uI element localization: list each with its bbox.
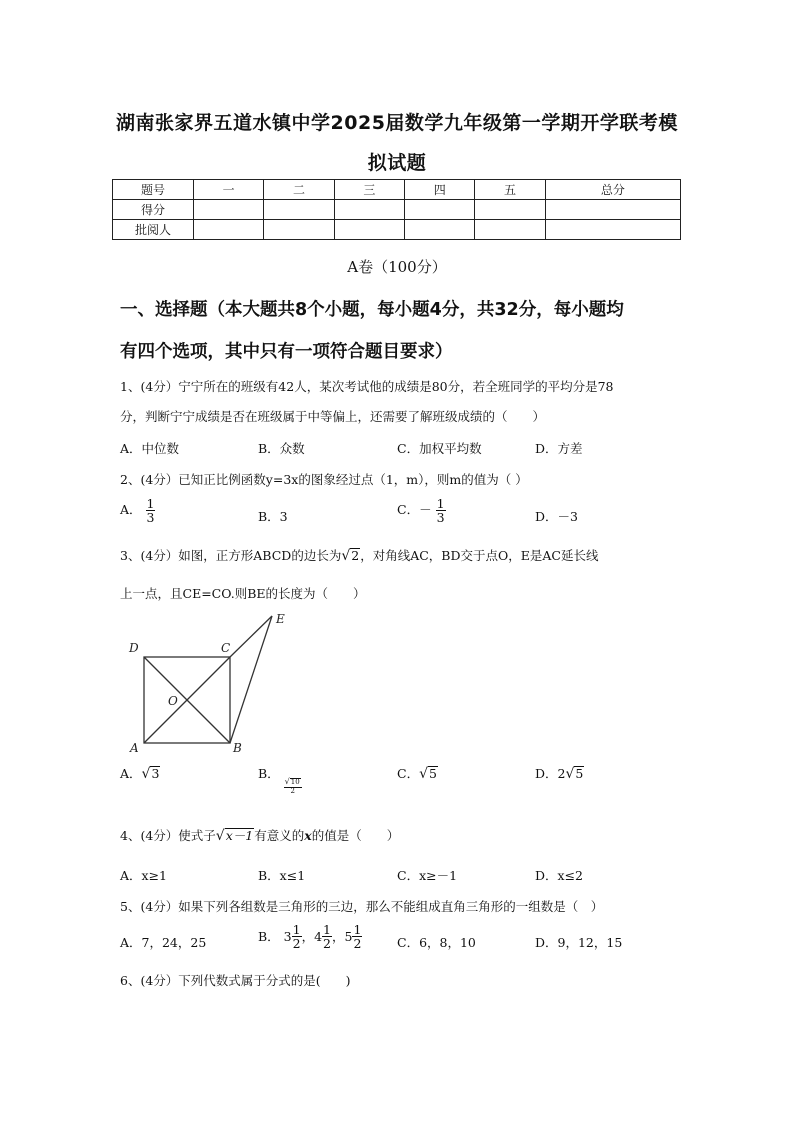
sqrt-expression: [285, 778, 301, 787]
question-4-option-a: A．x≥1: [120, 868, 168, 883]
option-label: D．: [535, 766, 558, 781]
label-d: D: [129, 641, 139, 655]
score-cell: [545, 220, 680, 240]
radicand: 3: [151, 766, 160, 782]
score-cell: [334, 220, 404, 240]
sqrt-expression: [341, 548, 360, 563]
score-cell: [194, 200, 264, 220]
radicand: 10: [290, 778, 300, 786]
option-label: C．: [397, 766, 420, 781]
radical-sign: √: [565, 766, 575, 782]
question-1-option-a: A．中位数: [120, 441, 180, 456]
question-3-option-c: [397, 764, 438, 782]
variable: x: [304, 828, 312, 843]
radical-sign: √: [284, 777, 290, 787]
radical-sign: √: [419, 766, 428, 782]
whole-part: 5: [344, 929, 353, 945]
stem-text: 有意义的: [254, 828, 305, 843]
label-o: O: [168, 694, 178, 708]
label-b: B: [233, 741, 242, 755]
score-cell: [405, 220, 475, 240]
option-label: B．: [258, 766, 280, 781]
stem-text: 4、(4分）使式子: [120, 828, 216, 843]
question-3-option-a: [120, 764, 160, 782]
sqrt-expression: [142, 766, 161, 781]
question-1-option-d: D．方差: [535, 441, 583, 456]
fraction-denominator: 2: [323, 936, 331, 952]
question-3-option-d: [535, 764, 584, 782]
coefficient: 2: [557, 766, 566, 781]
score-header-cell: 总分: [545, 180, 680, 200]
radical-sign: √: [215, 828, 225, 844]
segment-be: [230, 616, 272, 743]
stem-text: ，对角线AC，BD交于点O，E是AC延长线: [360, 548, 599, 563]
radicand: 2: [351, 548, 360, 564]
score-cell: [475, 220, 545, 240]
radicand: 5: [429, 766, 437, 782]
radicand: x－1: [225, 828, 254, 844]
fraction: [284, 778, 302, 795]
whole-part: 4: [314, 929, 323, 945]
fraction-numerator: 1: [436, 496, 445, 511]
question-2-option-d: D．－3: [535, 509, 578, 524]
fraction-denominator: 2: [292, 936, 301, 952]
mixed-number: [284, 923, 302, 950]
score-header-cell: 三: [334, 180, 404, 200]
score-table-header-row: [113, 180, 681, 200]
score-row-label: 批阅人: [113, 220, 194, 240]
question-4-stem: [120, 826, 399, 844]
fraction: [352, 923, 362, 950]
option-label: A．: [120, 766, 142, 781]
question-2-option-c: [397, 497, 446, 524]
question-5-option-a: A．7，24，25: [120, 935, 207, 950]
question-6-stem: 6、(4分）下列代数式属于分式的是( ): [120, 973, 351, 988]
score-header-cell: 一: [194, 180, 264, 200]
fraction-numerator: 1: [353, 922, 362, 937]
fraction: [436, 497, 446, 524]
question-4-option-b: B．x≤1: [258, 868, 306, 883]
fraction: [292, 923, 302, 950]
question-5-stem: 5、(4分）如果下列各组数是三角形的三边，那么不能组成直角三角形的一组数是（ ）: [120, 899, 604, 914]
sqrt-expression: [565, 766, 584, 781]
score-table-row: [113, 220, 681, 240]
stem-text: 3、(4分）如图，正方形ABCD的边长为: [120, 548, 342, 563]
question-5-option-d: D．9，12，15: [535, 935, 623, 950]
score-header-cell: 二: [264, 180, 334, 200]
fraction-denominator: 2: [290, 786, 295, 795]
radical-sign: √: [341, 548, 351, 564]
label-e: E: [276, 612, 285, 626]
label-a: A: [130, 741, 139, 755]
part-title: A卷（100分）: [347, 258, 447, 276]
exam-title-line2: 拟试题: [367, 152, 427, 174]
fraction-numerator: 1: [323, 922, 331, 937]
fraction-numerator: 1: [292, 922, 301, 937]
label-c: C: [221, 641, 231, 655]
radicand: 5: [575, 766, 584, 782]
score-cell: [264, 220, 334, 240]
question-2-option-b: B．3: [258, 509, 288, 524]
score-cell: [475, 200, 545, 220]
sqrt-expression: [216, 828, 254, 843]
score-table: [112, 179, 681, 240]
option-label: C．－: [397, 502, 432, 518]
score-header-cell: 五: [475, 180, 545, 200]
question-3-option-b: [258, 764, 302, 795]
question-1-option-b: B．众数: [258, 441, 305, 456]
radical-sign: √: [141, 766, 151, 782]
section-heading-line2: 有四个选项，其中只有一项符合题目要求）: [120, 342, 453, 362]
whole-part: 3: [283, 929, 292, 945]
question-1-stem-line2: 分，判断宁宁成绩是否在班级属于中等偏上，还需要了解班级成绩的（ ）: [120, 409, 546, 424]
square-diagram: [124, 610, 304, 755]
score-cell: [405, 200, 475, 220]
option-label: B．: [258, 929, 280, 945]
section-heading-line1: 一、选择题（本大题共8个小题，每小题4分，共32分，每小题均: [120, 300, 624, 320]
score-cell: [264, 200, 334, 220]
score-table-row: [113, 200, 681, 220]
mixed-number: [314, 923, 332, 950]
question-1-stem-line1: 1、(4分）宁宁所在的班级有42人，某次考试他的成绩是80分，若全班同学的平均分是78: [120, 379, 614, 394]
score-row-label: 得分: [113, 200, 194, 220]
separator: ，: [332, 929, 345, 945]
score-cell: [545, 200, 680, 220]
stem-text: 的值是（ ）: [311, 828, 400, 843]
question-2-stem: 2、(4分）已知正比例函数y=3x的图象经过点（1，m），则m的值为（ ）: [120, 472, 528, 487]
question-4-option-d: D．x≤2: [535, 868, 583, 883]
question-2-option-a: [120, 497, 155, 524]
question-3-stem-line1: [120, 546, 598, 564]
fraction: [322, 923, 332, 950]
fraction-denominator: 2: [353, 936, 362, 952]
mixed-number: [345, 923, 363, 950]
option-label: A．: [120, 502, 142, 518]
question-3-stem-line2: 上一点，且CE=CO.则BE的长度为（ ）: [120, 586, 366, 601]
exam-title-line1: 湖南张家界五道水镇中学2025届数学九年级第一学期开学联考模: [116, 112, 678, 134]
score-cell: [194, 220, 264, 240]
score-header-cell: 四: [405, 180, 475, 200]
question-1-option-c: C．加权平均数: [397, 441, 482, 456]
score-cell: [334, 200, 404, 220]
fraction: [146, 497, 156, 524]
question-5-option-b: [258, 923, 362, 950]
separator: ，: [301, 929, 315, 945]
fraction-denominator: 3: [436, 510, 445, 526]
fraction-denominator: 3: [146, 510, 155, 526]
question-4-option-c: C．x≥－1: [397, 868, 458, 883]
fraction-numerator: 1: [146, 496, 155, 511]
question-5-option-c: C．6，8，10: [397, 935, 476, 950]
sqrt-expression: [419, 766, 438, 781]
score-header-cell: 题号: [113, 180, 194, 200]
